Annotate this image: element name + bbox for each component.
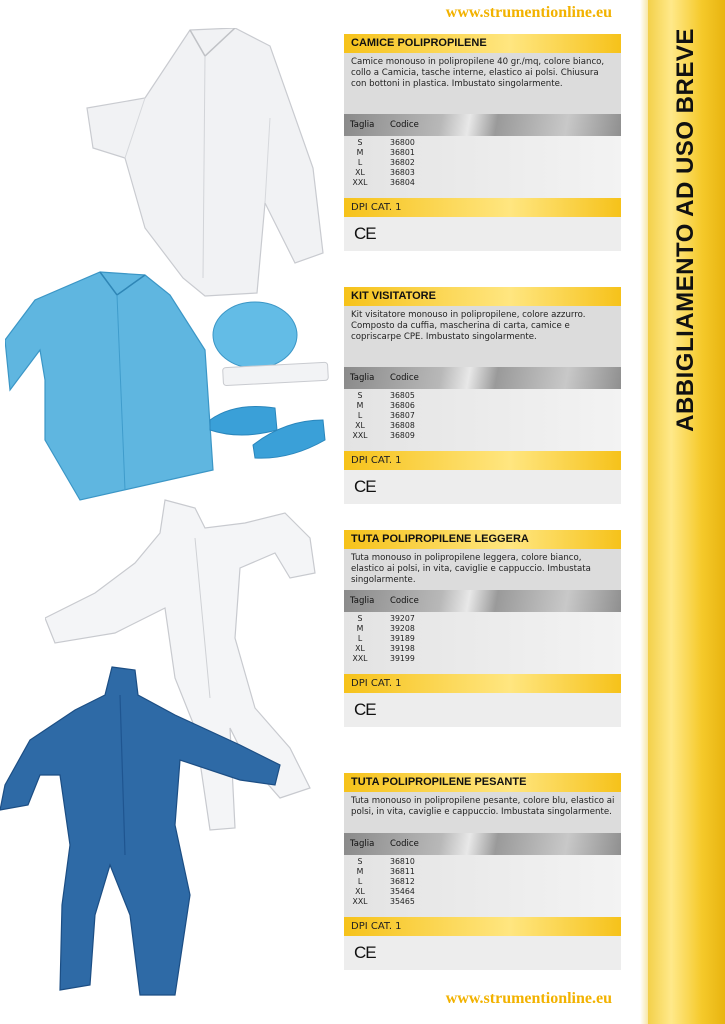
code-value: 35464 [390,887,415,896]
code-column-header: Codice [390,596,419,606]
code-value: 35465 [390,897,415,906]
size-column-header: Taglia [350,120,375,130]
size-value: L [357,158,363,167]
size-table-header [344,367,621,389]
size-column-header: Taglia [350,373,375,383]
table-row [344,168,621,178]
dpi-category: DPI CAT. 1 [344,674,621,693]
table-row [344,654,621,664]
ce-mark [344,693,621,727]
ce-mark [344,470,621,504]
size-value: XL [355,421,365,430]
size-value: S [357,614,363,623]
code-value: 36809 [390,431,415,440]
size-value: L [357,877,363,886]
product-description: Tuta monouso in polipropilene leggera, colore bianco, elastico ai polsi, in vita, caviglie e cappuccio. Imbustata singolarmente. [344,549,621,590]
table-row [344,148,621,158]
size-code-list [344,136,621,194]
ce-mark [344,936,621,970]
dpi-category: DPI CAT. 1 [344,917,621,936]
code-value: 36805 [390,391,415,400]
table-row [344,897,621,907]
code-value: 36812 [390,877,415,886]
size-value: XL [355,168,365,177]
size-code-list [344,855,621,913]
table-row [344,138,621,148]
code-value: 39208 [390,624,415,633]
size-value: S [357,391,363,400]
size-value: XXL [352,178,368,187]
table-row [344,411,621,421]
code-value: 36804 [390,178,415,187]
code-value: 36801 [390,148,415,157]
table-row [344,421,621,431]
table-row [344,178,621,188]
table-row [344,391,621,401]
product-title: TUTA POLIPROPILENE LEGGERA [344,530,621,549]
size-value: M [356,867,364,876]
website-url-bottom[interactable]: www.strumentionline.eu [445,990,612,1007]
code-value: 36802 [390,158,415,167]
ce-mark-icon: CE [354,224,376,243]
table-row [344,634,621,644]
ce-mark [344,217,621,251]
code-value: 36806 [390,401,415,410]
category-title: ABBIGLIAMENTO AD USO BREVE [672,28,699,432]
table-row [344,857,621,867]
code-column-header: Codice [390,839,419,849]
code-value: 39198 [390,644,415,653]
size-value: M [356,148,364,157]
code-column-header: Codice [390,120,419,130]
code-value: 39207 [390,614,415,623]
table-row [344,401,621,411]
dpi-category: DPI CAT. 1 [344,198,621,217]
size-value: L [357,411,363,420]
product-title: TUTA POLIPROPILENE PESANTE [344,773,621,792]
size-value: M [356,401,364,410]
code-value: 39189 [390,634,415,643]
size-value: XXL [352,431,368,440]
code-value: 36800 [390,138,415,147]
product-kit-visitatore [344,287,621,504]
product-description: Kit visitatore monouso in polipropilene, colore azzurro. Composto da cuffia, mascherina di carta, camice e copriscarpe CPE. Imbustato singolarmente. [344,306,621,367]
size-value: S [357,138,363,147]
size-column-header: Taglia [350,839,375,849]
product-description: Camice monouso in polipropilene 40 gr./mq, colore bianco, collo a Camicia, tasche interne, elastico ai polsi. Chiusura con bottoni in plastica. Imbustato singolarmente. [344,53,621,114]
table-row [344,867,621,877]
product-description: Tuta monouso in polipropilene pesante, colore blu, elastico ai polsi, in vita, caviglie e cappuccio. Imbustata singolarmente. [344,792,621,833]
blue-visitor-kit-image [5,270,330,505]
code-value: 39199 [390,654,415,663]
product-tuta-leggera [344,530,621,727]
product-title: KIT VISITATORE [344,287,621,306]
white-lab-coat-image [85,28,330,298]
table-row [344,158,621,168]
size-table-header [344,833,621,855]
code-value: 36811 [390,867,415,876]
size-value: S [357,857,363,866]
blue-coverall-image [0,665,285,1000]
dpi-category: DPI CAT. 1 [344,451,621,470]
table-row [344,431,621,441]
size-value: XXL [352,897,368,906]
product-camice-polipropilene [344,34,621,251]
size-value: L [357,634,363,643]
size-column-header: Taglia [350,596,375,606]
size-value: XL [355,644,365,653]
website-url-top[interactable]: www.strumentionline.eu [445,4,612,21]
size-value: XXL [352,654,368,663]
size-table-header [344,590,621,612]
code-value: 36807 [390,411,415,420]
ce-mark-icon: CE [354,700,376,719]
table-row [344,877,621,887]
code-column-header: Codice [390,373,419,383]
product-tuta-pesante [344,773,621,970]
size-value: XL [355,887,365,896]
size-code-list [344,612,621,670]
size-value: M [356,624,364,633]
table-row [344,614,621,624]
code-value: 36808 [390,421,415,430]
table-row [344,644,621,654]
table-row [344,624,621,634]
code-value: 36803 [390,168,415,177]
code-value: 36810 [390,857,415,866]
ce-mark-icon: CE [354,943,376,962]
size-code-list [344,389,621,447]
sidebar-edge [640,0,648,1024]
product-title: CAMICE POLIPROPILENE [344,34,621,53]
ce-mark-icon: CE [354,477,376,496]
size-table-header [344,114,621,136]
table-row [344,887,621,897]
